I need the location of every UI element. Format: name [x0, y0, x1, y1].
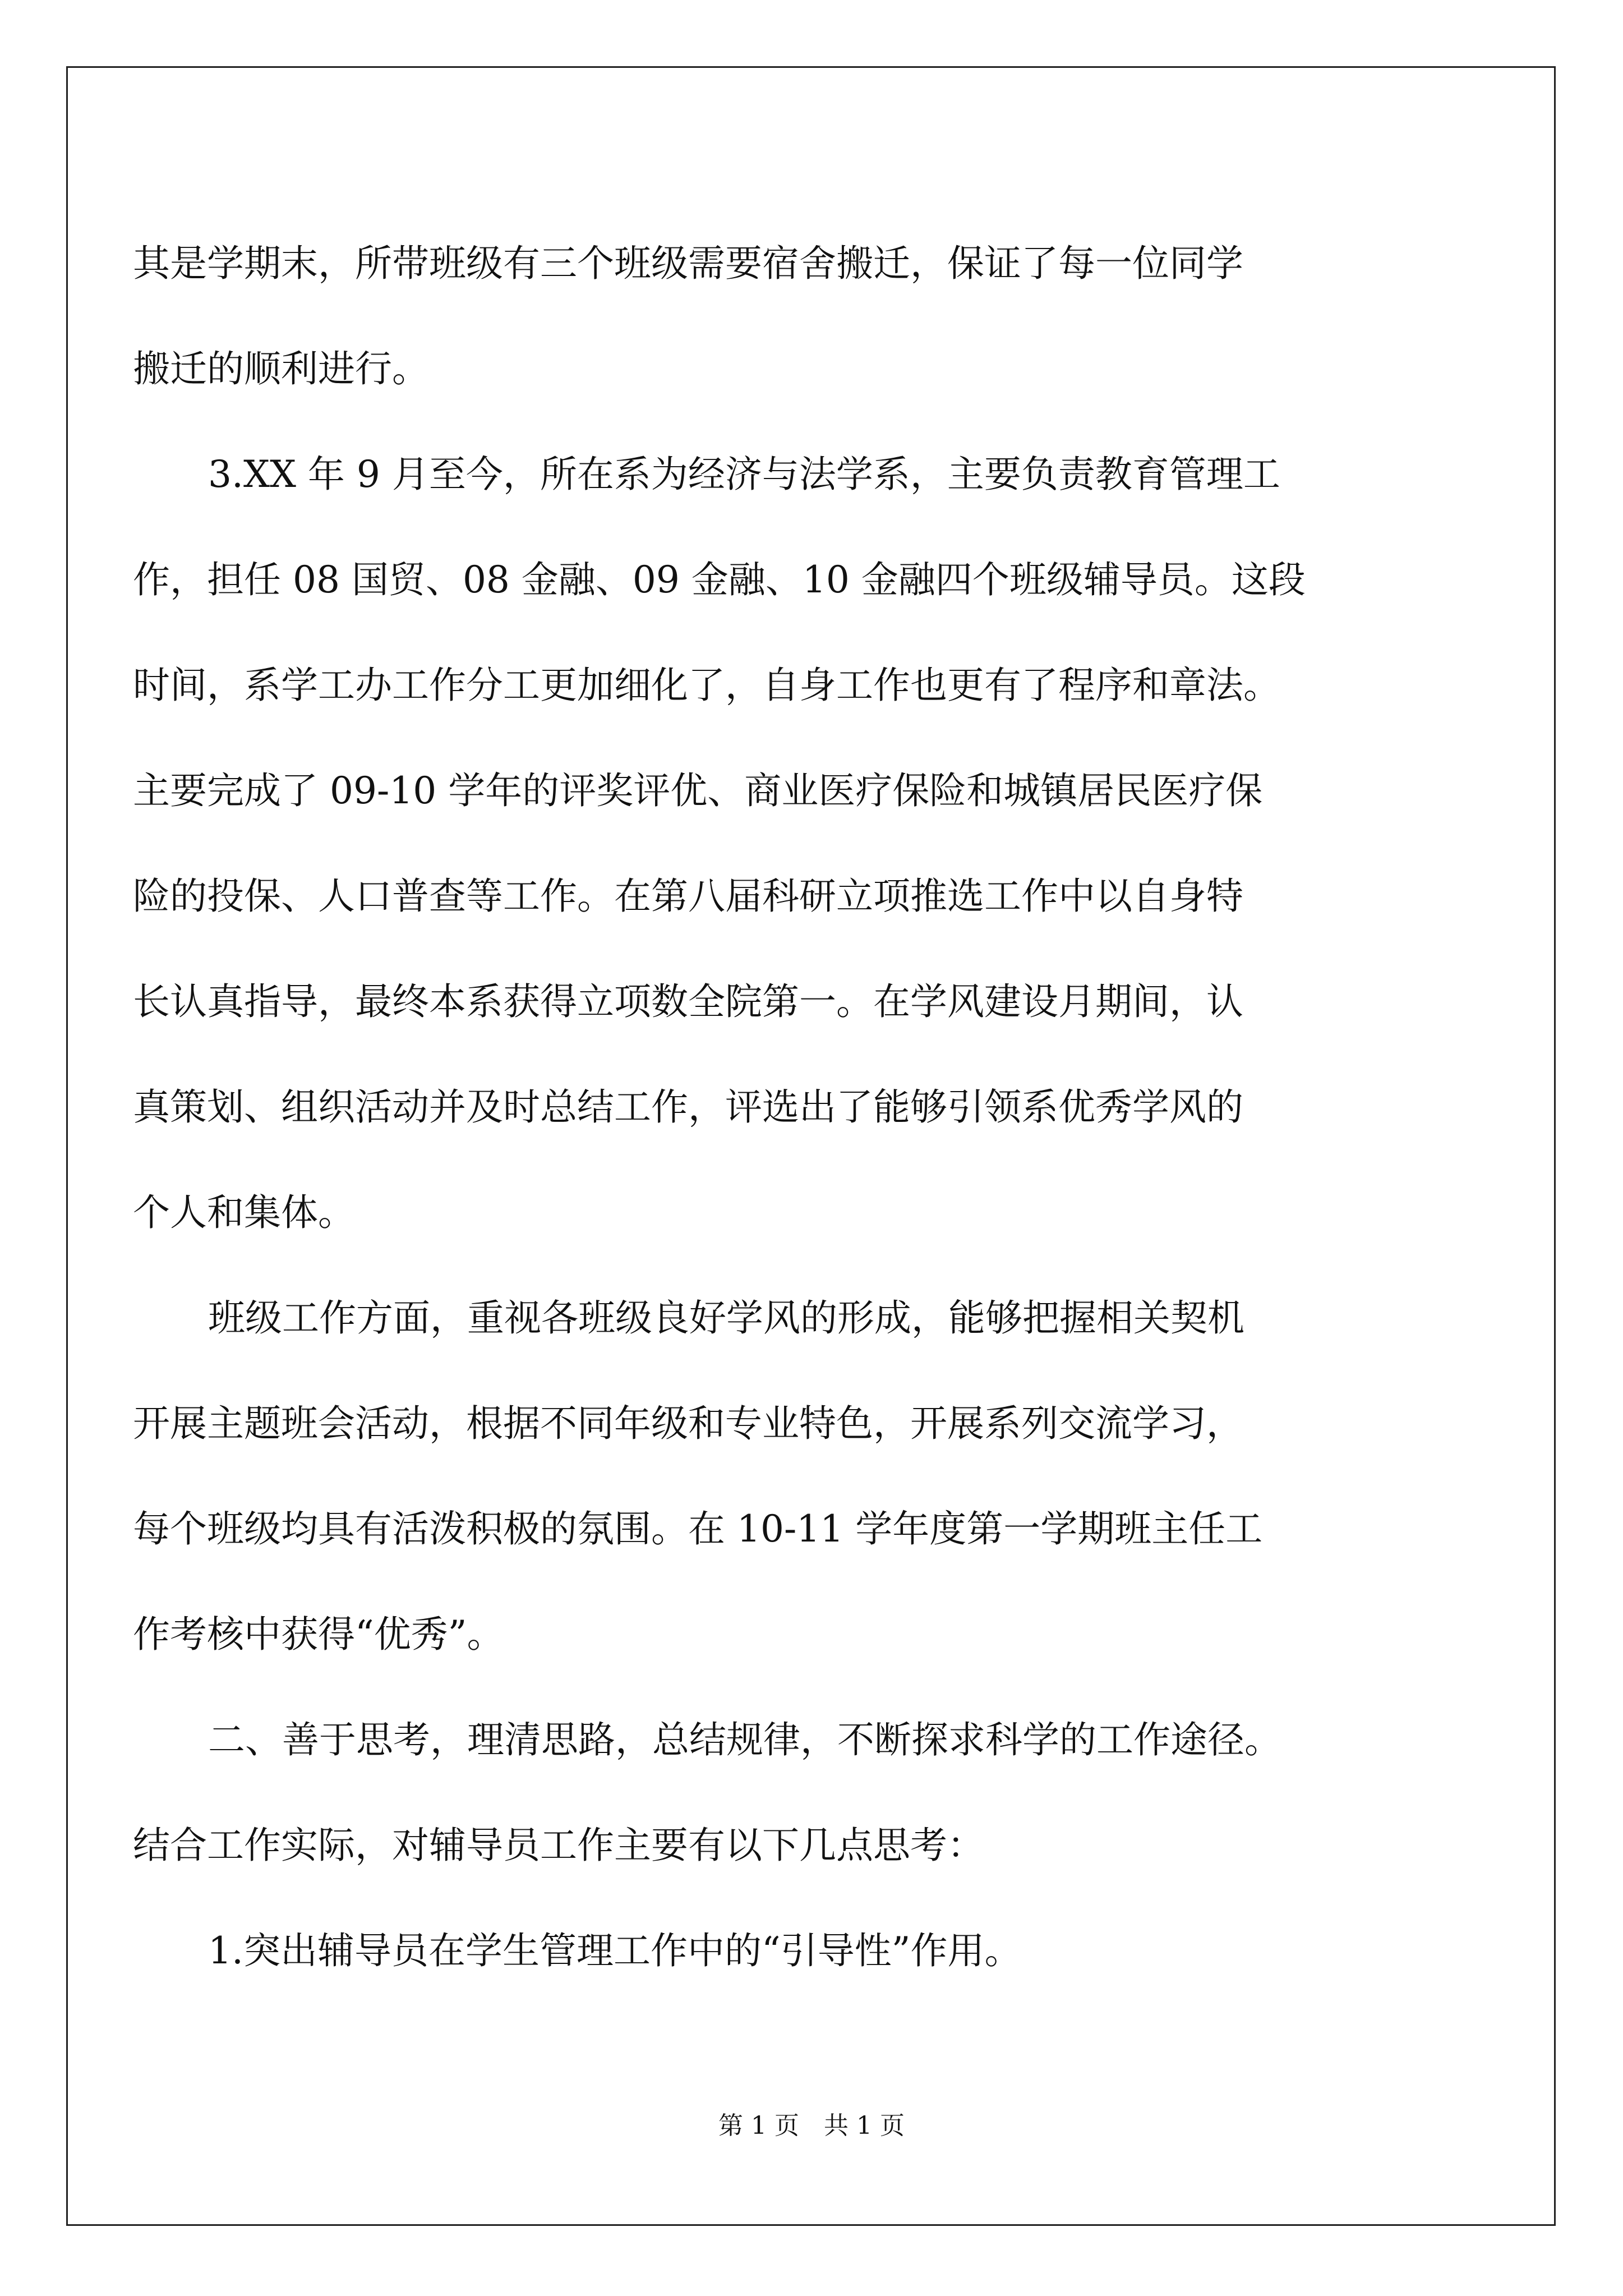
- text-line: 班级工作方面，重视各班级良好学风的形成，能够把握相关契机: [208, 1296, 1244, 1340]
- text-line: 个人和集体。: [133, 1191, 355, 1234]
- text-line: 险的投保、人口普查等工作。在第八届科研立项推选工作中以自身特: [133, 875, 1243, 918]
- text-line: 真策划、组织活动并及时总结工作，评选出了能够引领系优秀学风的: [133, 1085, 1243, 1129]
- text-line: 结合工作实际，对辅导员工作主要有以下几点思考：: [133, 1824, 984, 1867]
- text-line: 作，担任 08 国贸、08 金融、09 金融、10 金融四个班级辅导员。这段: [133, 558, 1306, 601]
- text-line: 搬迁的顺利进行。: [133, 347, 429, 390]
- text-line: 作考核中获得“优秀”。: [133, 1613, 504, 1656]
- text-line: 二、善于思考，理清思路，总结规律，不断探求科学的工作途径。: [208, 1718, 1281, 1761]
- text-line: 时间，系学工办工作分工更加细化了，自身工作也更有了程序和章法。: [133, 664, 1280, 707]
- text-line: 其是学期末，所带班级有三个班级需要宿舍搬迁，保证了每一位同学: [133, 242, 1243, 285]
- text-line: 每个班级均具有活泼积极的氛围。在 10-11 学年度第一学期班主任工: [133, 1507, 1263, 1550]
- text-line: 开展主题班会活动，根据不同年级和专业特色，开展系列交流学习，: [133, 1402, 1243, 1445]
- text-line: 主要完成了 09-10 学年的评奖评优、商业医疗保险和城镇居民医疗保: [133, 769, 1263, 812]
- text-line: 1.突出辅导员在学生管理工作中的“引导性”作用。: [208, 1929, 1022, 1972]
- document-body: [133, 211, 1490, 2004]
- text-line: 3.XX 年 9 月至今，所在系为经济与法学系，主要负责教育管理工: [208, 453, 1280, 496]
- page-footer: 第 1 页 共 1 页: [718, 2111, 905, 2140]
- text-line: 长认真指导，最终本系获得立项数全院第一。在学风建设月期间，认: [133, 980, 1243, 1023]
